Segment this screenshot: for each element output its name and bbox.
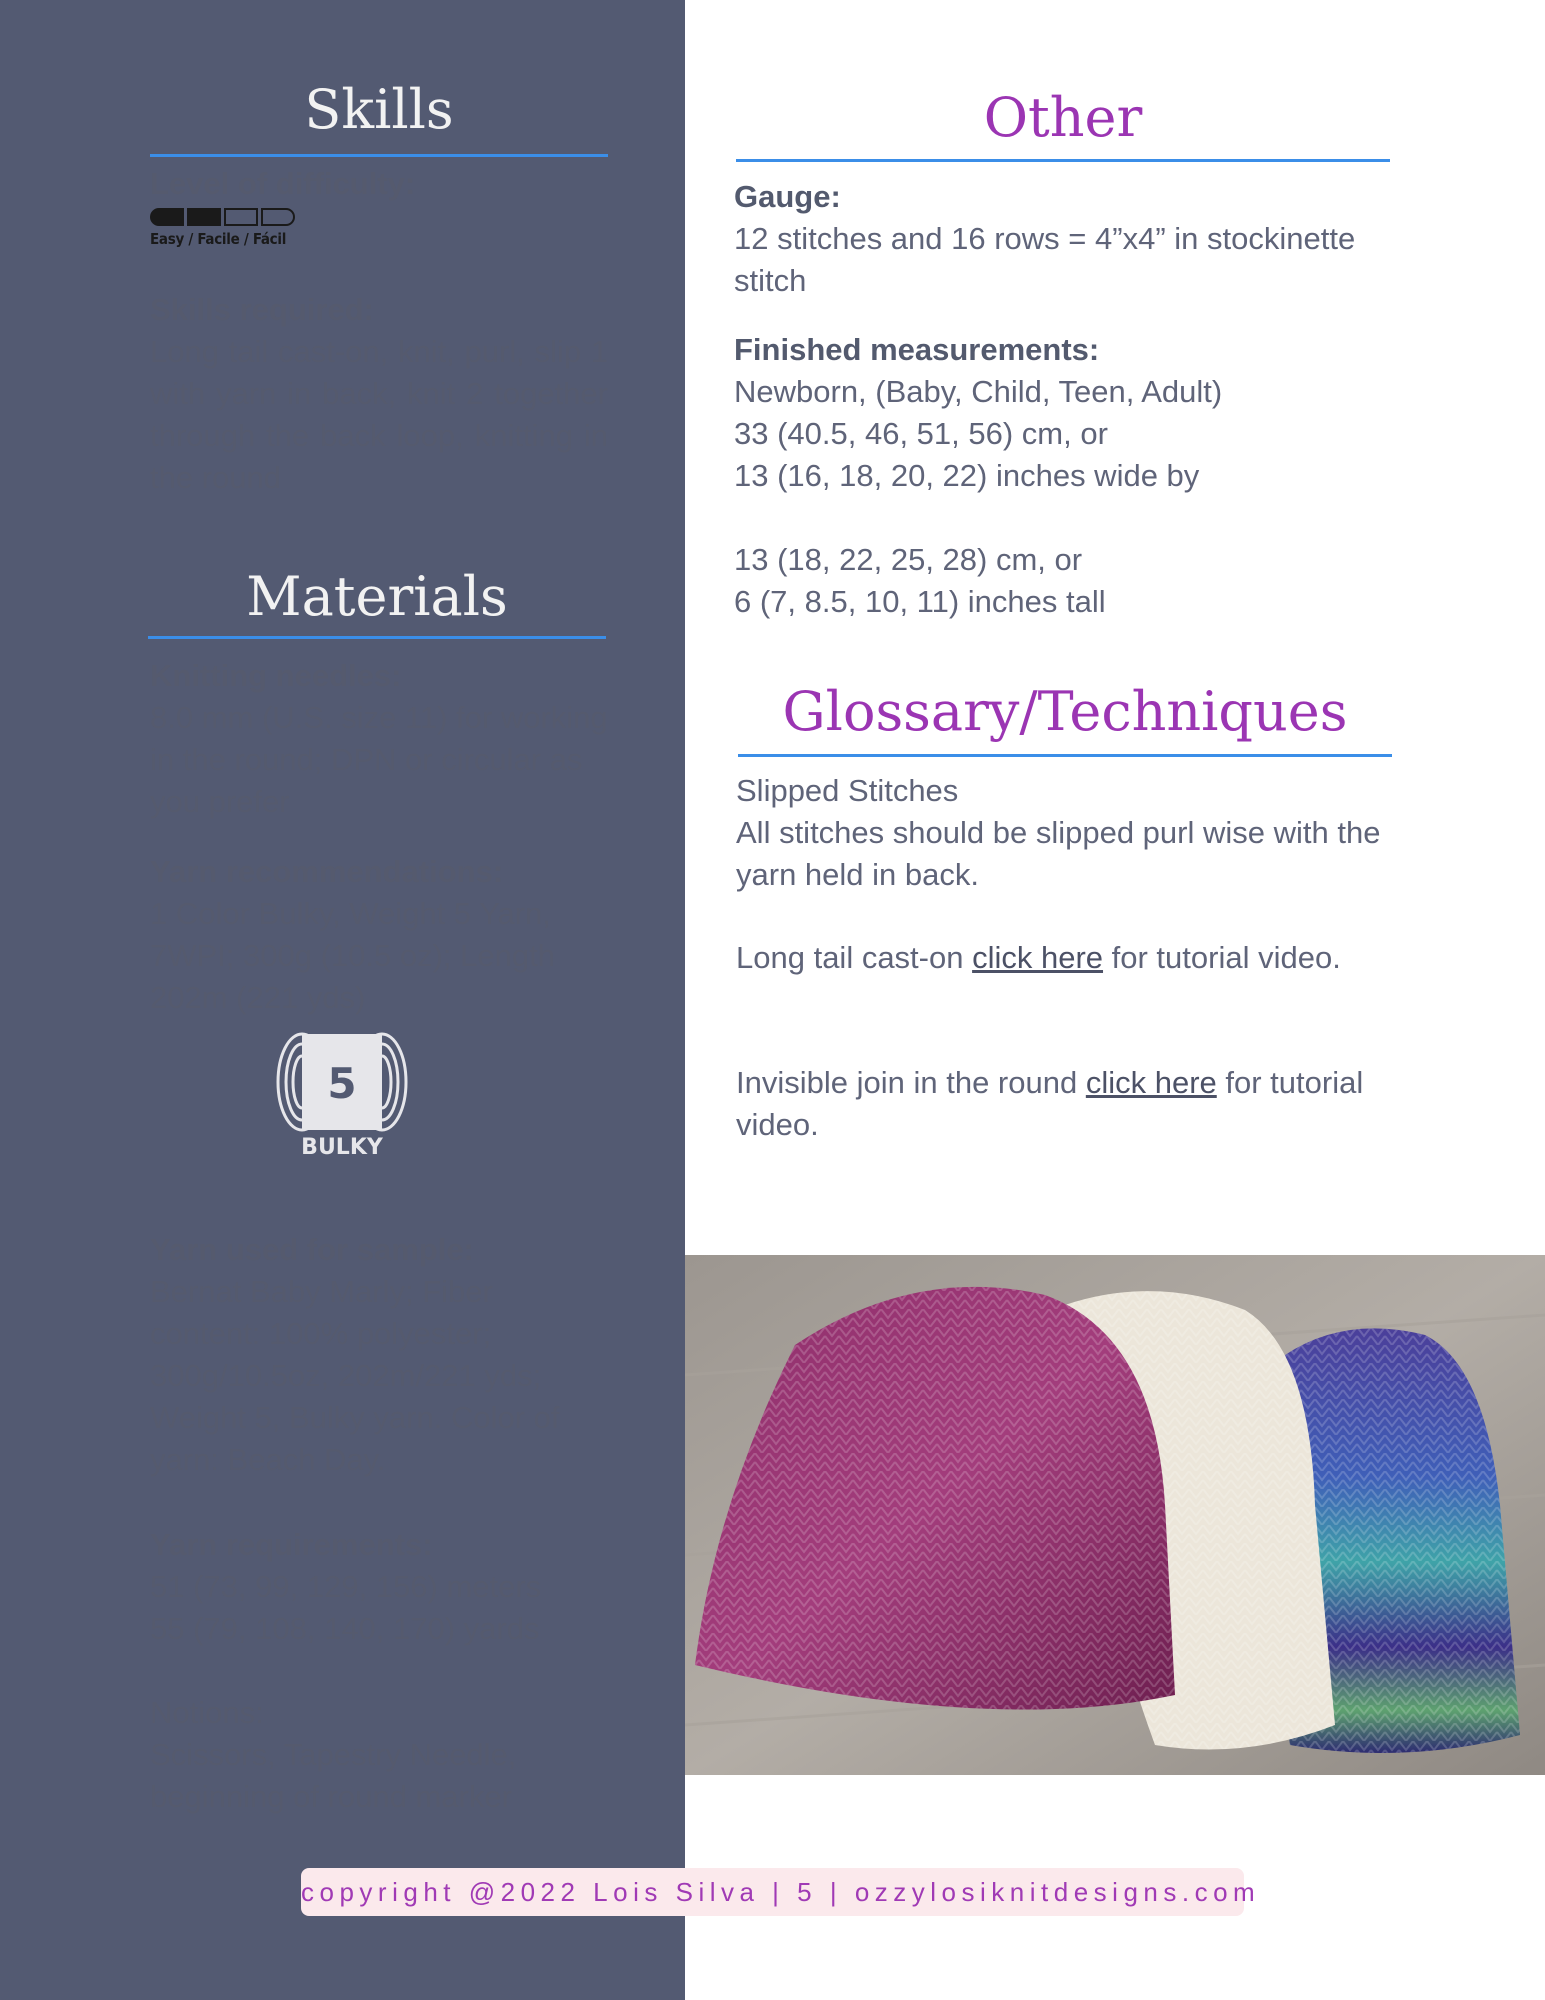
longtail-tutorial-link[interactable]: click here <box>972 940 1104 975</box>
needles-text: 8.0 mm (U.S. size 11) for working in the round; DPN or circular as you prefer <box>150 700 608 819</box>
knitting-needles <box>150 655 608 823</box>
longtail-tutorial <box>736 937 1396 979</box>
yarn-recommendations <box>150 851 608 1019</box>
difficulty-meter <box>150 208 295 248</box>
longtail-text-after: for tutorial video. <box>1103 940 1341 975</box>
invisible-join-tutorial <box>736 1062 1396 1146</box>
needles-label: Knitting needles: <box>150 658 402 693</box>
sample-text: Bernat Baby Marly; Fiber content: 100% polyester; 300g/10.5oz, 202m/221 yds; Weight 5, Bulky yarn. Color of yarn: Beach Day. <box>150 1274 560 1477</box>
other-rule <box>736 159 1390 162</box>
yarn-rec-label: Yarn recommendations: <box>150 854 504 889</box>
gauge <box>734 176 1394 302</box>
finished-measurements <box>734 329 1394 623</box>
slipped-stitches <box>736 770 1396 896</box>
notions <box>150 1692 608 1818</box>
skills-required-text: Long tail cast-on, knit, purl, slip 1 with yarn in back, knit 2 together through the back loop, knitting in the round <box>150 334 608 495</box>
slipped-title: Slipped Stitches <box>736 773 959 808</box>
yarn-icon-label: BULKY <box>301 1135 383 1160</box>
materials-heading: Materials <box>246 565 508 628</box>
yarn-rec-text: 1 Color Bulky, Weight 5 Yarn, 7WPI; 300g (10.5 oz); Length 202m (221 yds) <box>150 896 555 1015</box>
difficulty-segment <box>261 208 295 226</box>
skills-required-label: Skills required: <box>150 292 374 327</box>
difficulty-scale-text: Easy / Facile / Fácil <box>150 230 287 248</box>
notions-text: Scissors, Tapestry Needle, beginning of round marker <box>150 1737 517 1814</box>
gauge-text: 12 stitches and 16 rows = 4”x4” in stockinette stitch <box>734 221 1356 298</box>
slipped-text: All stitches should be slipped purl wise with the yarn held in back. <box>736 815 1381 892</box>
finished-line: Newborn, (Baby, Child, Teen, Adult) <box>734 374 1223 409</box>
req-line: 51 (73, 99, 129, 156) meters <box>150 1569 542 1604</box>
difficulty-segment <box>187 208 221 226</box>
req-line: 55 (79, 108, 140, 170) yards <box>150 1611 540 1646</box>
sample-label: Yarn used for sample: <box>150 1232 474 1267</box>
finished-line: 33 (40.5, 46, 51, 56) cm, or <box>734 416 1108 451</box>
glossary-heading: Glossary/Techniques <box>782 680 1348 743</box>
other-heading: Other <box>983 86 1143 149</box>
longtail-text: Long tail cast-on <box>736 940 973 975</box>
footer-copyright: copyright @2022 Lois Silva | 5 | ozzylosiknitdesigns.com <box>301 1868 1244 1916</box>
yarn-sample <box>150 1229 608 1481</box>
difficulty-segment <box>150 208 184 226</box>
gauge-label: Gauge: <box>734 179 841 214</box>
skills-heading: Skills <box>304 78 454 141</box>
bulky-yarn-icon <box>272 1030 412 1160</box>
skills-required <box>150 289 608 499</box>
finished-line: 13 (16, 18, 20, 22) inches wide by <box>734 458 1200 493</box>
finished-line: 6 (7, 8.5, 10, 11) inches tall <box>734 584 1106 619</box>
yarn-requirements <box>150 1524 608 1650</box>
notions-label: Notions: <box>150 1695 264 1730</box>
hats-photo <box>685 1255 1545 1775</box>
materials-rule <box>148 636 606 639</box>
finished-label: Finished measurements: <box>734 332 1100 367</box>
skills-rule <box>150 154 608 157</box>
glossary-rule <box>738 754 1392 757</box>
invisible-text: Invisible join in the round <box>736 1065 1086 1100</box>
yarn-icon-number: 5 <box>327 1059 357 1108</box>
invisible-text-after: for tutorial video. <box>736 1065 1364 1142</box>
finished-line: 13 (18, 22, 25, 28) cm, or <box>734 542 1083 577</box>
difficulty-bar <box>150 208 295 226</box>
invisible-join-tutorial-link[interactable]: click here <box>1085 1065 1217 1100</box>
difficulty-label: Level of difficulty: <box>150 166 416 201</box>
req-label: Yarn requirements: <box>150 1527 433 1562</box>
difficulty-segment <box>224 208 258 226</box>
